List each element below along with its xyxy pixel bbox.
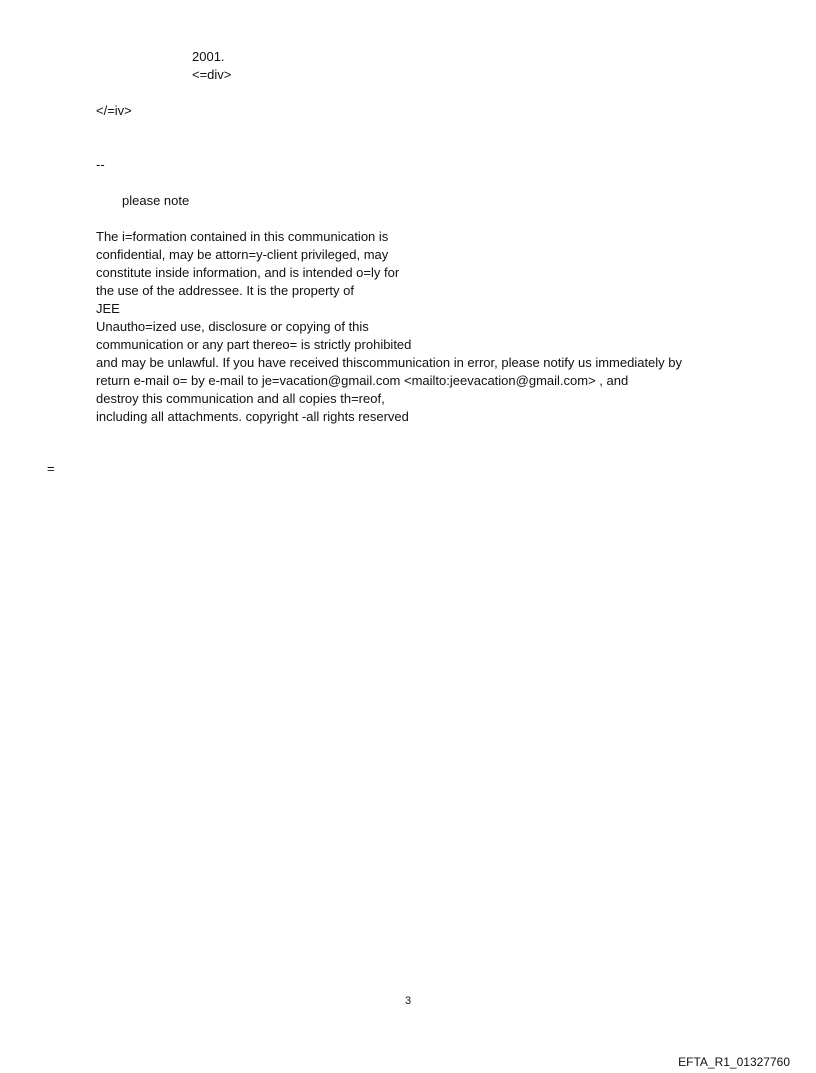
disclaimer-line: JEE bbox=[96, 301, 120, 316]
page-number: 3 bbox=[404, 995, 412, 1007]
disclaimer-line: return e-mail o= by e-mail to je=vacation@gmail.com <mailto:jeevacation@gmail.com> , and bbox=[96, 373, 629, 388]
disclaimer-line: The i=formation contained in this communication is bbox=[96, 229, 389, 244]
trailing-equals-marker: = bbox=[47, 461, 55, 476]
closing-tag-line: </=iv> bbox=[96, 103, 132, 118]
disclaimer-line: including all attachments. copyright -all rights reserved bbox=[96, 409, 409, 424]
disclaimer-line: confidential, may be attorn=y-client privileged, may bbox=[96, 247, 389, 262]
disclaimer-line: communication or any part thereo= is strictly prohibited bbox=[96, 337, 412, 352]
quoted-line-div-tag: <=div> bbox=[192, 67, 232, 82]
disclaimer-line: and may be unlawful. If you have received thiscommunication in error, please notify us immediately by bbox=[96, 355, 683, 370]
confidentiality-disclaimer bbox=[96, 228, 682, 426]
disclaimer-line: destroy this communication and all copies th=reof, bbox=[96, 391, 385, 406]
signature-separator: -- bbox=[96, 157, 105, 172]
disclaimer-line: constitute inside information, and is intended o=ly for bbox=[96, 265, 400, 280]
document-id: EFTA_R1_01327760 bbox=[678, 1055, 790, 1069]
disclaimer-line: Unautho=ized use, disclosure or copying of this bbox=[96, 319, 369, 334]
quoted-line-year: 2001. bbox=[192, 49, 225, 64]
disclaimer-line: the use of the addressee. It is the property of bbox=[96, 283, 354, 298]
note-heading: please note bbox=[122, 193, 190, 208]
